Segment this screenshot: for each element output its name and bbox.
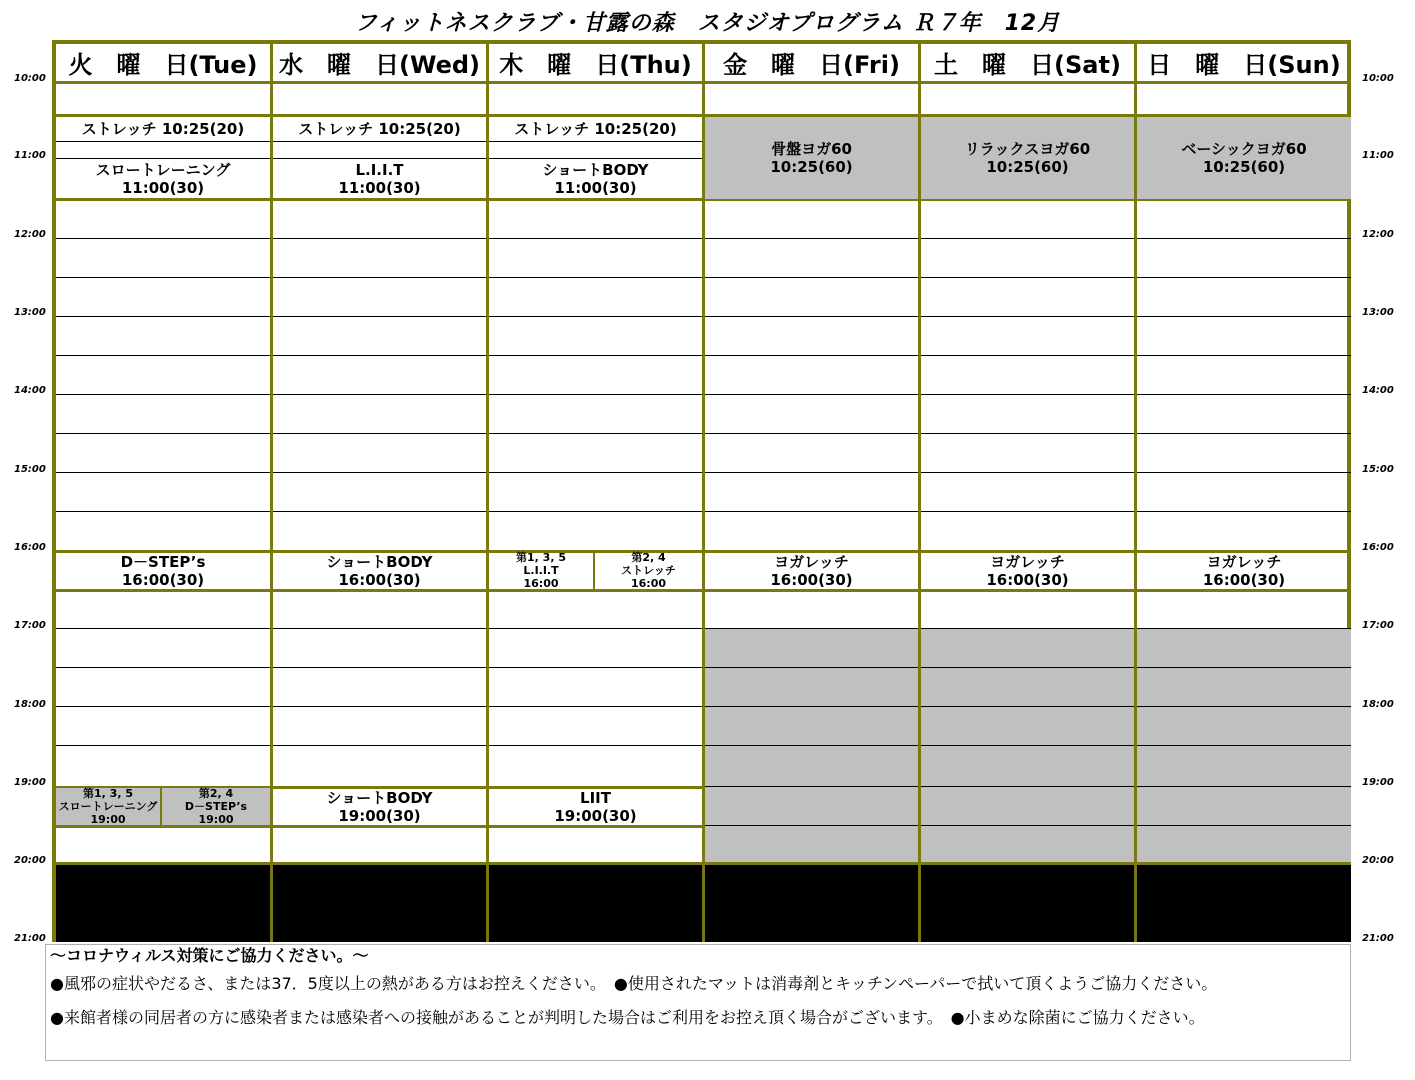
program-sat-yogaretch	[921, 552, 1134, 589]
program-time: 16:00(30)	[338, 570, 421, 589]
program-thu-stretch	[489, 117, 702, 141]
program-thu-liit-split	[489, 552, 595, 589]
time-label: 11:00	[14, 150, 46, 161]
program-name: ショートBODY	[542, 161, 649, 179]
closed-block	[705, 628, 1351, 864]
program-time: 19:00(30)	[338, 806, 421, 825]
day-header-wed: 水 曜 日(Wed)	[273, 44, 486, 84]
time-label: 20:00	[14, 855, 46, 866]
time-label: 14:00	[14, 385, 46, 396]
time-label: 15:00	[14, 464, 46, 475]
day-header-fri: 金 曜 日(Fri)	[705, 44, 918, 84]
program-thu-short-body	[489, 159, 702, 199]
column-divider	[270, 44, 273, 942]
program-name: ショートBODY	[326, 788, 433, 807]
program-name: LIIT	[580, 788, 611, 807]
notice-line: ●来館者様の同居者の方に感染者または感染者への接触があることが判明した場合はご利用をお控え頂く場合がございます。 ●小まめな除菌にご協力ください。	[50, 1008, 1205, 1027]
program-week: 第2, 4	[631, 551, 666, 564]
time-label: 21:00	[14, 933, 46, 944]
slot-border	[56, 825, 702, 828]
time-label: 16:00	[1362, 542, 1394, 553]
program-sun-basic-yoga	[1137, 117, 1351, 199]
time-label: 19:00	[1362, 777, 1394, 788]
program-name: ショートBODY	[326, 552, 433, 571]
time-label: 10:00	[14, 73, 46, 84]
program-name: L.I.I.T	[523, 564, 559, 577]
program-label: ストレッチ 10:25(20)	[81, 120, 245, 138]
program-time: 19:00	[90, 813, 126, 826]
program-name: D－STEP’s	[120, 552, 206, 571]
program-tue-dstep-split	[162, 788, 270, 825]
time-label: 10:00	[1362, 73, 1394, 84]
program-wed-short-body-evening	[273, 788, 486, 825]
column-divider	[1134, 44, 1137, 942]
program-wed-short-body	[273, 552, 486, 589]
program-name: ヨガレッチ	[1206, 552, 1282, 571]
program-time: 10:25(60)	[770, 158, 853, 176]
program-week: 第2, 4	[198, 787, 234, 800]
grid-line	[56, 141, 702, 142]
program-name: ストレッチ	[621, 564, 676, 577]
program-sat-relax-yoga	[921, 117, 1134, 199]
program-time: 11:00(30)	[338, 179, 421, 197]
program-name: D－STEP’s	[184, 800, 248, 813]
program-sun-yogaretch	[1137, 552, 1351, 589]
column-divider	[702, 44, 705, 942]
notice-heading: 〜コロナウィルス対策にご協力ください。〜	[50, 946, 369, 965]
program-time: 10:25(60)	[986, 158, 1069, 176]
program-thu-stretch-split	[595, 552, 702, 589]
program-time: 10:25(60)	[1202, 158, 1286, 176]
column-divider	[918, 44, 921, 942]
program-name: リラックスヨガ60	[964, 140, 1091, 158]
program-tue-stretch	[56, 117, 270, 141]
program-tue-dstep	[56, 552, 270, 589]
program-time: 16:00(30)	[1202, 570, 1286, 589]
time-label: 11:00	[1362, 150, 1394, 161]
time-label: 13:00	[14, 307, 46, 318]
day-header-tue: 火 曜 日(Tue)	[56, 44, 270, 84]
program-time: 16:00(30)	[770, 570, 853, 589]
program-name: ヨガレッチ	[990, 552, 1065, 571]
program-thu-liit-evening	[489, 788, 702, 825]
program-time: 16:00	[523, 577, 559, 590]
program-time: 16:00(30)	[121, 570, 205, 589]
program-name: 骨盤ヨガ60	[771, 140, 852, 158]
program-name: スロートレーニング	[58, 800, 158, 813]
program-time: 11:00(30)	[554, 179, 637, 197]
program-wed-stretch	[273, 117, 486, 141]
day-header-thu: 木 曜 日(Thu)	[489, 44, 702, 84]
time-label: 17:00	[1362, 620, 1394, 631]
notice-line: ●風邪の症状やだるさ、または37．5度以上の熱がある方はお控えください。 ●使用されたマットは消毒剤とキッチンペーパーで拭いて頂くようご協力ください。	[50, 974, 1218, 993]
notice-box	[45, 944, 1351, 1061]
time-label: 15:00	[1362, 464, 1394, 475]
program-name: L.I.I.T	[355, 161, 404, 179]
program-time: 16:00(30)	[986, 570, 1069, 589]
time-label: 14:00	[1362, 385, 1394, 396]
program-time: 16:00	[630, 577, 666, 590]
program-fri-yogaretch	[705, 552, 918, 589]
day-header-sat: 土 曜 日(Sat)	[921, 44, 1134, 84]
time-label: 17:00	[14, 620, 46, 631]
time-label: 16:00	[14, 542, 46, 553]
time-label: 12:00	[1362, 229, 1394, 240]
program-label: ストレッチ 10:25(20)	[514, 120, 677, 138]
program-week: 第1, 3, 5	[516, 551, 566, 564]
time-label: 21:00	[1362, 933, 1394, 944]
time-label: 12:00	[14, 229, 46, 240]
time-label: 19:00	[14, 777, 46, 788]
column-divider	[486, 44, 489, 942]
time-label: 13:00	[1362, 307, 1394, 318]
program-time: 19:00	[198, 813, 234, 826]
time-label: 18:00	[1362, 699, 1394, 710]
program-wed-liit	[273, 159, 486, 199]
program-time: 19:00(30)	[554, 806, 637, 825]
program-week: 第1, 3, 5	[83, 787, 133, 800]
program-tue-slow-training-split	[56, 788, 162, 825]
page-title: フィットネスクラブ・甘露の森 スタジオプログラム Ｒ７年 12月	[354, 11, 1061, 36]
schedule-grid	[52, 40, 1351, 942]
program-name: ベーシックヨガ60	[1181, 140, 1307, 158]
program-name: ヨガレッチ	[774, 552, 849, 571]
program-time: 11:00(30)	[121, 179, 205, 197]
program-fri-pelvic-yoga	[705, 117, 918, 199]
day-header-sun: 日 曜 日(Sun)	[1137, 44, 1351, 84]
time-label: 20:00	[1362, 855, 1394, 866]
program-tue-slow-training	[56, 159, 270, 199]
program-name: スロートレーニング	[95, 161, 231, 179]
time-label: 18:00	[14, 699, 46, 710]
program-label: ストレッチ 10:25(20)	[298, 120, 461, 138]
